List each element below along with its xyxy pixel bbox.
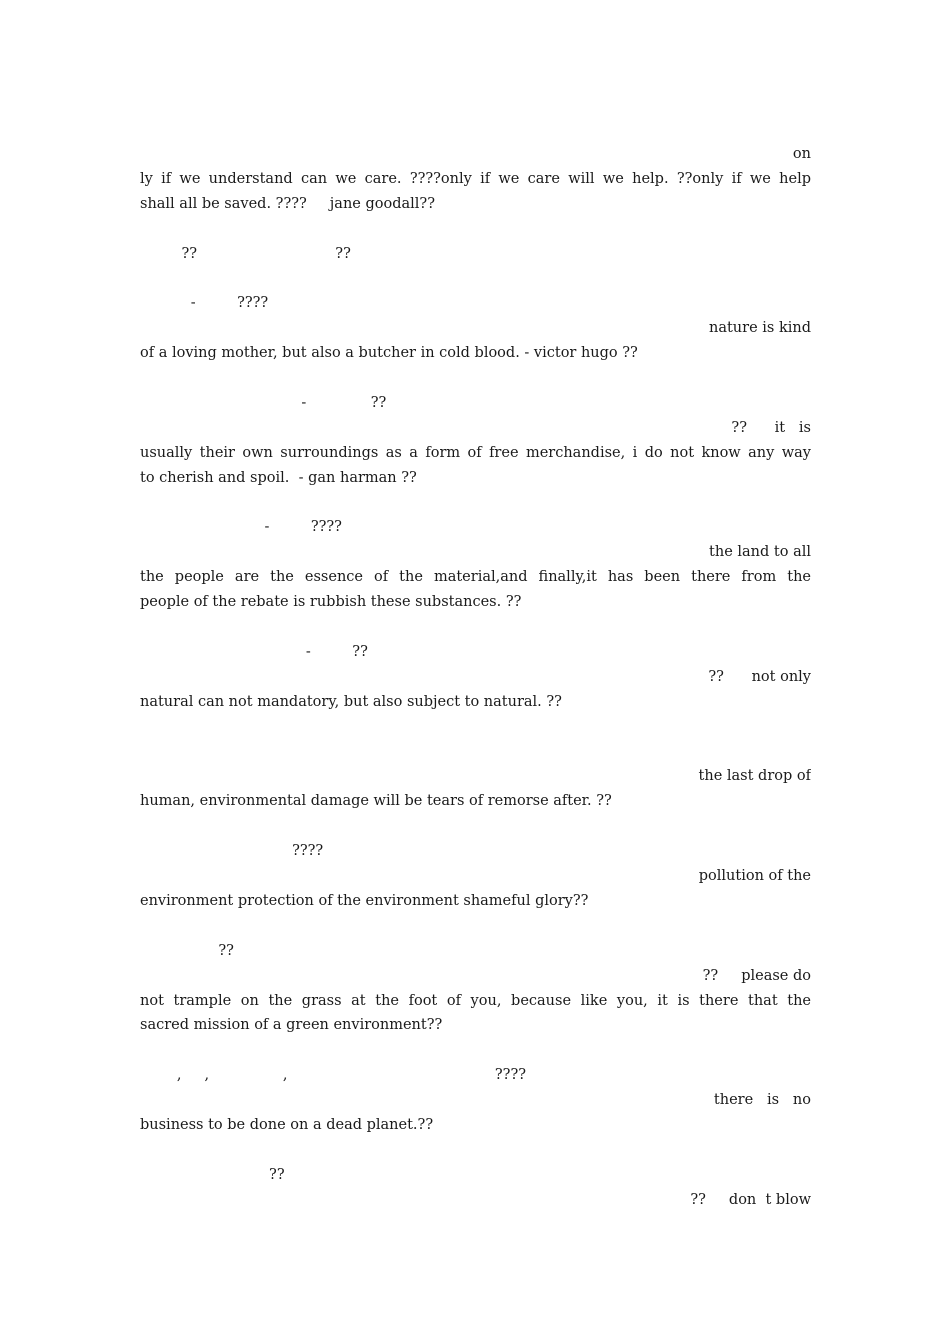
text-line: environment protection of the environment shameful glory?? xyxy=(140,893,589,909)
text-line: - ?? xyxy=(140,644,368,660)
text-line: pollution of the xyxy=(694,868,811,884)
text-line: - ???? xyxy=(140,295,269,311)
text-line: human, environmental damage will be tears of remorse after. ?? xyxy=(140,793,612,809)
text-line: to cherish and spoil. - gan harman ?? xyxy=(140,470,417,486)
text-line: the people are the essence of the material,and finally,it has been there from the xyxy=(140,569,811,585)
text-line: the land to all xyxy=(699,544,811,560)
text-line: on xyxy=(783,146,811,162)
text-line: ly if we understand can we care. ????only if we care will we help. ??only if we help xyxy=(140,171,811,187)
text-line: ?? please do xyxy=(702,968,811,984)
text-line: ?? xyxy=(140,943,234,959)
text-line: - ???? xyxy=(140,519,342,535)
text-line: people of the rebate is rubbish these substances. ?? xyxy=(140,594,522,610)
text-line: natural can not mandatory, but also subject to natural. ?? xyxy=(140,694,562,710)
text-line: ?? it is xyxy=(731,420,811,436)
text-line: business to be done on a dead planet.?? xyxy=(140,1117,434,1133)
text-line: , , , ???? xyxy=(140,1067,526,1083)
text-line xyxy=(140,492,811,514)
text-line: ?? ?? xyxy=(140,246,545,262)
text-line xyxy=(140,218,811,240)
text-line: ?? xyxy=(140,1167,285,1183)
text-line: ???? xyxy=(140,843,324,859)
text-line xyxy=(140,741,811,763)
text-line: ?? not only xyxy=(708,669,811,685)
text-line xyxy=(140,815,811,837)
text-line: not trample on the grass at the foot of you, because like you, it is there that the xyxy=(140,993,811,1009)
text-line: the last drop of xyxy=(689,768,811,784)
text-line xyxy=(140,1139,811,1161)
text-line xyxy=(140,716,811,738)
text-line xyxy=(140,267,811,289)
text-line: ?? don t blow xyxy=(690,1192,811,1208)
text-line xyxy=(140,616,811,638)
text-line: - ?? xyxy=(140,395,387,411)
text-line xyxy=(140,1039,811,1061)
text-line: shall all be saved. ???? jane goodall?? xyxy=(140,196,435,212)
text-line: usually their own surroundings as a form of free merchandise, i do not know any way xyxy=(140,445,811,461)
text-line xyxy=(140,915,811,937)
text-line: of a loving mother, but also a butcher in cold blood. - victor hugo ?? xyxy=(140,345,638,361)
text-line: sacred mission of a green environment?? xyxy=(140,1017,443,1033)
text-line xyxy=(140,367,811,389)
text-line xyxy=(174,118,811,140)
text-line: nature is kind xyxy=(699,320,811,336)
text-line: there is no xyxy=(695,1092,811,1108)
